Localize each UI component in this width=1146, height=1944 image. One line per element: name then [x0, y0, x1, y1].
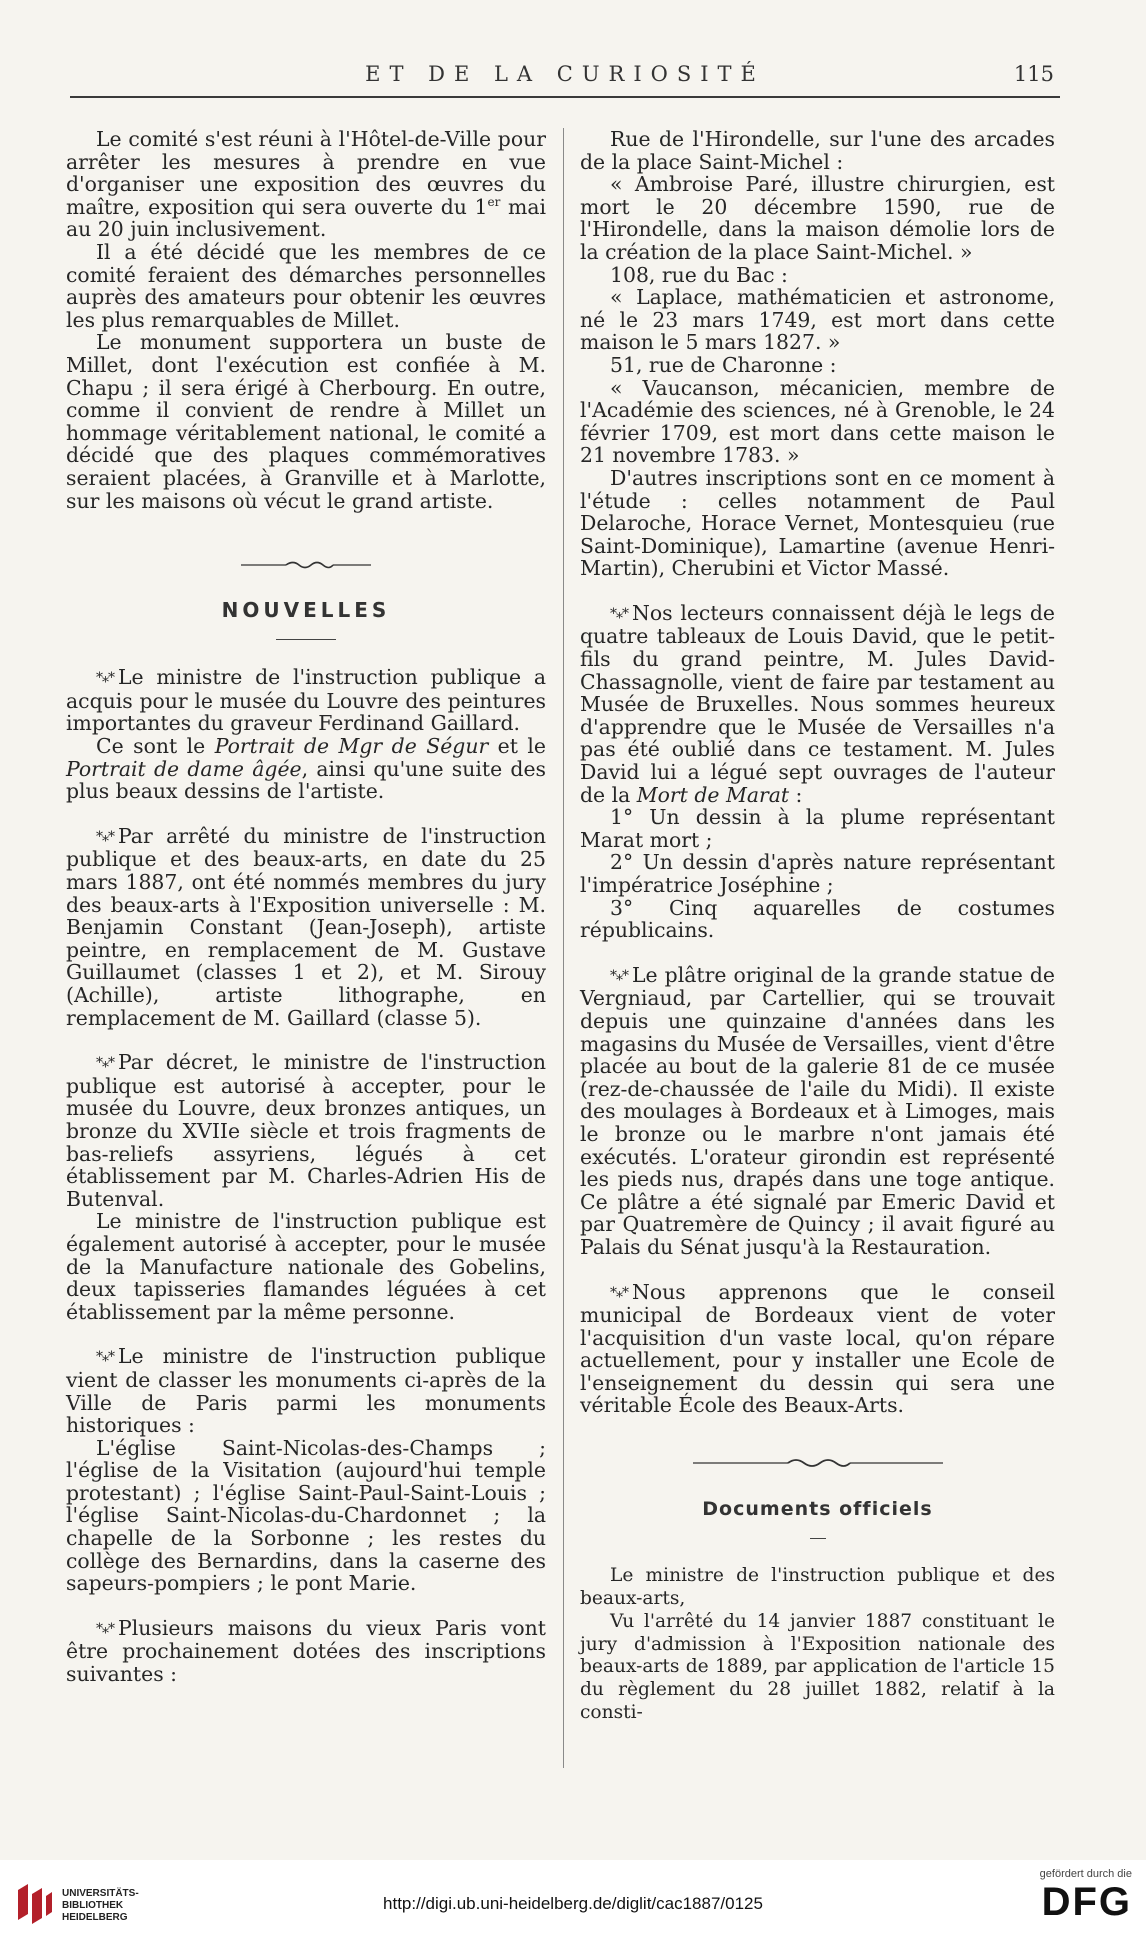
left-column: [66, 128, 546, 1686]
news-item: *⁎* Par arrêté du ministre de l'instruction publique et des beaux-arts, en date du 25 mars 1887, ont été nommés membres du jury des beaux-arts à l'Exposition universelle : M. Benjamin Constant (Jean-Joseph), artiste peintre, en remplacement de M. Gustave Guillaumet (classes 1 et 2), et M. Sirouy (Achille), artiste lithographe, en remplacement de M. Gaillard (classe 5).: [66, 823, 546, 1030]
paragraph: Le ministre de l'instruction publique et des beaux-arts,: [580, 1565, 1055, 1610]
dfg-logo[interactable]: [982, 1868, 1132, 1924]
paragraph: L'église Saint-Nicolas-des-Champs ; l'église de la Visitation (aujourd'hui temple protestant) ; l'église Saint-Paul-Saint-Louis ; l'église Saint-Nicolas-du-Chardonnet ; la chapelle de la Sorbonne ; les restes du collège des Bernardins, dans la caserne des sapeurs-pompiers ; le pont Marie.: [66, 1435, 546, 1596]
paragraph: Il a été décidé que les membres de ce comité feraient des démarches personnelles auprès des amateurs pour obtenir les œuvres les plus remarquables de Millet.: [66, 239, 546, 332]
list-item: 1° Un dessin à la plume représentant Marat mort ;: [580, 805, 1055, 852]
list-item: 2° Un dessin d'après nature représentant l'impératrice Joséphine ;: [580, 850, 1055, 897]
news-item: *⁎* Le plâtre original de la grande statue de Vergniaud, par Cartellier, qui se trouvait depuis une quinzaine d'années dans les magasins du Musée de Versailles, vient d'être placée au bout de la galerie 81 de ce musée (rez-de-chaussée de l'aile du Midi). Il existe des moulages à Bordeaux et à Limoges, mais le bronze ou le marbre n'ont jamais été exécutés. L'orateur girondin est représenté les pieds nus, drapés dans une toge antique. Ce plâtre a été signalé par Emeric David et par Quatremère de Quincy ; il avait figuré au Palais du Sénat jusqu'à la Restauration.: [580, 962, 1055, 1259]
news-item: *⁎* Nous apprenons que le conseil municipal de Bordeaux vient de voter l'acquisition d'un vaste local, qu'on répare actuellement, pour y installer une Ecole de l'enseignement du dessin qui sera une véritable École des Beaux-Arts.: [580, 1279, 1055, 1418]
viewer-footer: [0, 1860, 1146, 1944]
inscription-quote: « Vaucanson, mécanicien, membre de l'Académie des sciences, né à Grenoble, le 24 février 1709, est mort dans cette maison le 21 novembre 1783. »: [580, 375, 1055, 468]
asterism-icon: *⁎*: [96, 1055, 114, 1072]
news-item: *⁎* Par décret, le ministre de l'instruction publique est autorisé à accepter, pour le musée du Louvre, deux bronzes antiques, un bronze du XVIIe siècle et trois fragments de bas-reliefs assyriens, légués à cet établissement par M. Charles-Adrien His de Butenval.: [66, 1050, 546, 1211]
ornament-divider: [580, 1451, 1055, 1474]
funded-by-label: gefördert durch die: [1039, 1868, 1132, 1880]
section-title-documents: Documents officiels: [702, 1497, 933, 1520]
permalink[interactable]: http://digi.ub.uni-heidelberg.de/diglit/cac1887/0125: [383, 1894, 763, 1913]
asterism-icon: *⁎*: [96, 670, 114, 687]
running-head: [70, 60, 1060, 98]
asterism-icon: *⁎*: [96, 1620, 114, 1637]
paragraph: Ce sont le Portrait de Mgr de Ségur et le Portrait de dame âgée, ainsi qu'une suite des plus beaux dessins de l'artiste.: [66, 734, 546, 804]
ornament-icon: [693, 1457, 943, 1469]
asterism-icon: *⁎*: [96, 828, 114, 845]
dfg-wordmark: DFG: [1041, 1880, 1132, 1924]
running-title: ET DE LA CURIOSITÉ: [365, 62, 765, 86]
ornament-divider: [66, 552, 546, 575]
ornament-icon: [241, 560, 371, 570]
asterism-icon: *⁎*: [96, 1349, 114, 1366]
paragraph: Rue de l'Hirondelle, sur l'une des arcades de la place Saint-Michel :: [580, 127, 1055, 174]
asterism-icon: *⁎*: [610, 1284, 628, 1301]
title-rule: [810, 1538, 826, 1539]
address-line: 51, rue de Charonne :: [610, 352, 837, 377]
inscription-quote: « Ambroise Paré, illustre chirurgien, est mort le 20 décembre 1590, rue de l'Hirondelle, dans la maison démolie lors de la création de la place Saint-Michel. »: [580, 172, 1055, 264]
news-item: *⁎* Nos lecteurs connaissent déjà le legs de quatre tableaux de Louis David, que le petit-fils du grand peintre, M. Jules David-Chassagnolle, vient de faire par testament au Musée de Bruxelles. Nous sommes heureux d'apprendre que le Musée de Versailles n'a pas été oublié dans ce testament. M. Jules David lui a légué sept ouvrages de l'auteur de la Mort de Marat :: [580, 600, 1055, 807]
paragraph: Le ministre de l'instruction publique est également autorisé à accepter, pour le musée de la Manufacture nationale des Gobelins, deux tapisseries flamandes léguées à cet établissement par la même personne.: [66, 1209, 546, 1324]
news-item: *⁎* Plusieurs maisons du vieux Paris vont être prochainement dotées des inscriptions suivantes :: [66, 1615, 546, 1687]
title-rule: [276, 639, 336, 640]
library-name: UNIVERSITÄTS- BIBLIOTHEK HEIDELBERG: [62, 1888, 139, 1923]
asterism-icon: *⁎*: [610, 967, 628, 984]
address-line: 108, rue du Bac :: [610, 262, 788, 287]
inscription-quote: « Laplace, mathématicien et astronome, né le 23 mars 1749, est mort dans cette maison le 5 mars 1827. »: [580, 285, 1055, 355]
asterism-icon: *⁎*: [610, 605, 628, 622]
paragraph: Vu l'arrêté du 14 janvier 1887 constituant le jury d'admission à l'Exposition nationale des beaux-arts de 1889, par application de l'article 15 du règlement du 28 juillet 1882, relatif à la consti-: [580, 1610, 1055, 1724]
news-item: *⁎* Le ministre de l'instruction publique a acquis pour le musée du Louvre des peintures importantes du graveur Ferdinand Gaillard.: [66, 665, 546, 736]
news-item: *⁎* Le ministre de l'instruction publique vient de classer les monuments ci-après de la Ville de Paris parmi les monuments historiques :: [66, 1344, 546, 1438]
list-item: 3° Cinq aquarelles de costumes républicains.: [580, 895, 1055, 943]
paragraph: Le monument supportera un buste de Millet, dont l'exécution est confiée à M. Chapu ; il sera érigé à Cherbourg. En outre, comme il convient de rendre à Millet un hommage véritablement national, le comité a décidé que des plaques commémoratives seraient placées, à Granville et à Marlotte, sur les maisons où vécut le grand artiste.: [66, 330, 546, 513]
column-divider: [563, 128, 564, 1768]
paragraph: Le comité s'est réuni à l'Hôtel-de-Ville pour arrêter les mesures à prendre en vue d'organiser une exposition des œuvres du maître, exposition qui sera ouverte du 1er mai au 20 juin inclusivement.: [66, 127, 547, 242]
page-number: 115: [1013, 62, 1054, 86]
paragraph: D'autres inscriptions sont en ce moment à l'étude : celles notamment de Paul Delaroche, Horace Vernet, Montesquieu (rue Saint-Dominique), Lamartine (avenue Henri-Martin), Cherubini et Victor Massé.: [580, 465, 1055, 581]
right-column: [580, 128, 1055, 1725]
section-title-nouvelles: NOUVELLES: [221, 597, 391, 622]
